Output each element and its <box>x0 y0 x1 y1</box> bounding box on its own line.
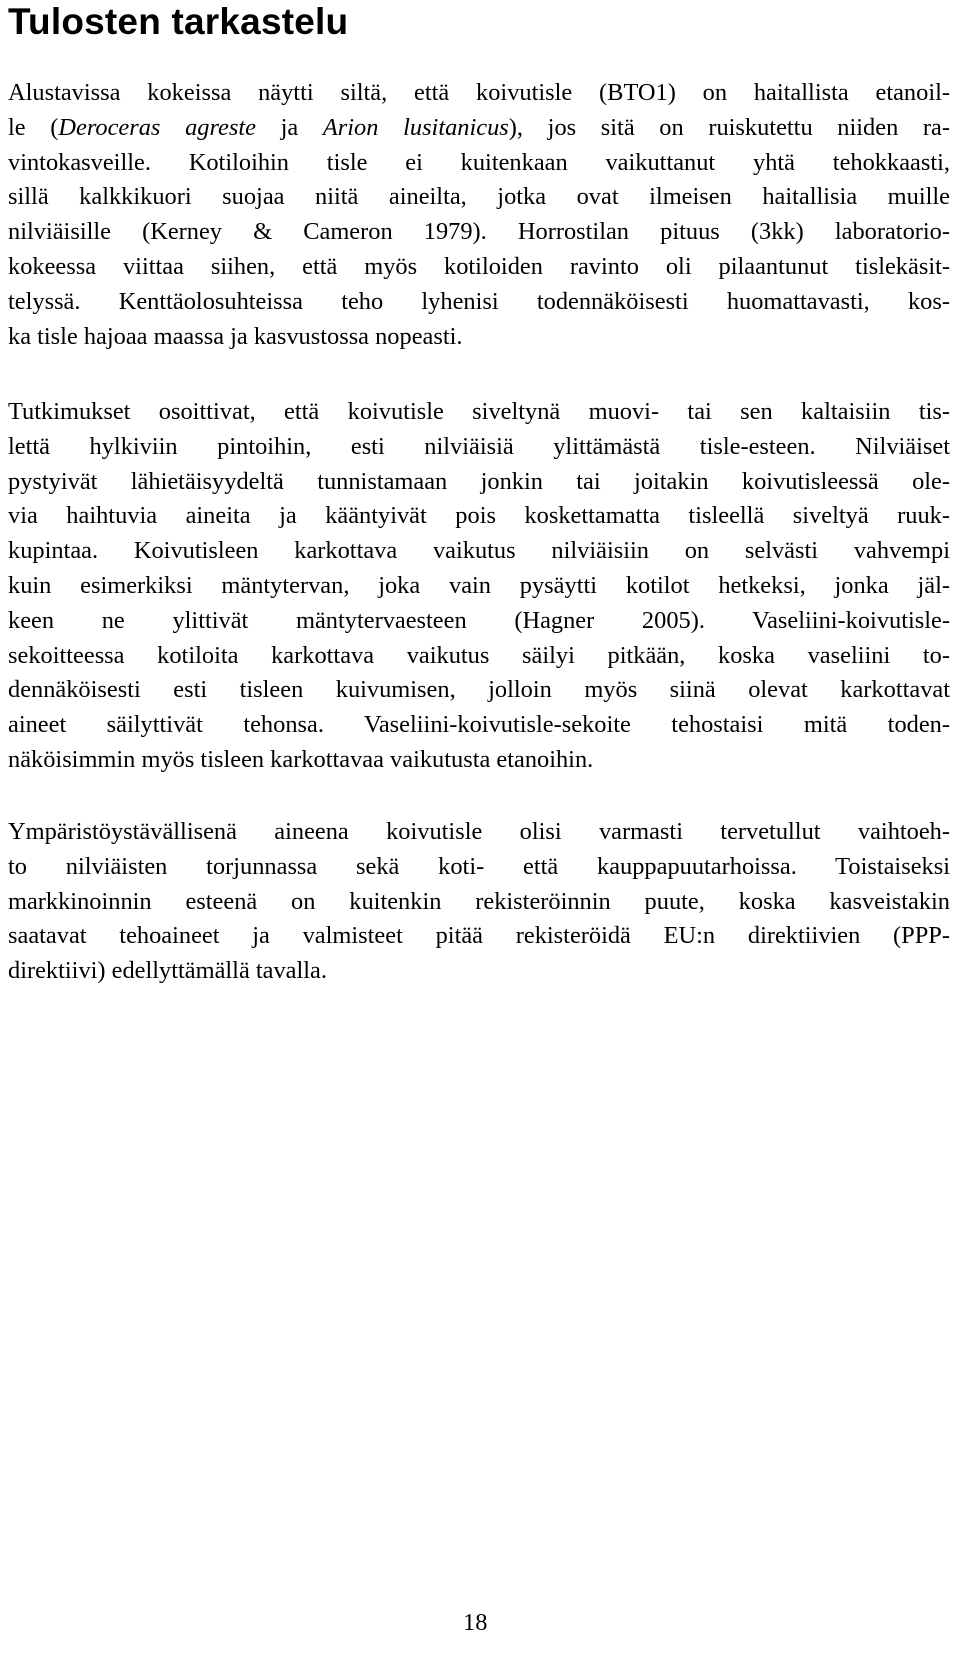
text-line: saatavat tehoaineet ja valmisteet pitää rekisteröidä EU:n direktiivien (PPP- <box>8 922 950 950</box>
text-line: kupintaa. Koivutisleen karkottava vaikutus nilviäisiin on selvästi vahvempi <box>8 537 950 565</box>
paragraph-3 <box>8 815 950 989</box>
text-line: kuin esimerkiksi mäntytervan, joka vain pysäytti kotilot hetkeksi, jonka jäl- <box>8 571 950 599</box>
text-line: direktiivi) edellyttämällä tavalla. <box>8 957 327 985</box>
text-line: Alustavissa kokeissa näytti siltä, että koivutisle (BTO1) on haitallista etanoil- <box>8 79 950 106</box>
section-heading: Tulosten tarkastelu <box>8 1 349 42</box>
text-line: kokeessa viittaa siihen, että myös kotiloiden ravinto oli pilaantunut tislekäsit- <box>8 252 950 280</box>
text-line: sekoitteessa kotiloita karkottava vaikutus säilyi pitkään, koska vaseliini to- <box>8 641 950 669</box>
text-line: markkinoinnin esteenä on kuitenkin rekisteröinnin puute, koska kasveistakin <box>8 887 950 915</box>
text-line: dennäköisesti esti tisleen kuivumisen, jolloin myös siinä olevat karkottavat <box>8 676 950 704</box>
text-line: telyssä. Kenttäolosuhteissa teho lyhenisi todennäköisesti huomattavasti, kos- <box>8 287 950 315</box>
paragraph-2 <box>8 395 950 778</box>
text-line: vintokasveille. Kotiloihin tisle ei kuitenkaan vaikuttanut yhtä tehokkaasti, <box>8 148 950 176</box>
species-name-arion: Arion lusitanicus <box>322 113 509 141</box>
text-line: keen ne ylittivät mäntytervaesteen (Hagner 2005). Vaseliini-koivutisle- <box>8 606 950 634</box>
text-line: lettä hylkiviin pintoihin, esti nilviäisiä ylittämästä tisle-esteen. Nilviäiset <box>8 432 950 460</box>
page-number: 18 <box>463 1609 488 1636</box>
paragraph-1 <box>8 76 950 354</box>
text-line: via haihtuvia aineita ja kääntyivät pois koskettamatta tisleellä siveltyä ruuk- <box>8 502 950 530</box>
text-line: näköisimmin myös tisleen karkottavaa vaikutusta etanoihin. <box>8 745 594 773</box>
text-fragment: ), jos sitä on ruiskutettu niiden ra- <box>508 113 950 141</box>
text-line: aineet säilyttivät tehonsa. Vaseliini-koivutisle-sekoite tehostaisi mitä toden- <box>8 711 950 739</box>
text-line: ka tisle hajoaa maassa ja kasvustossa nopeasti. <box>8 322 463 350</box>
text-line: Tutkimukset osoittivat, että koivutisle siveltynä muovi- tai sen kaltaisiin tis- <box>8 398 950 425</box>
text-line: pystyivät lähietäisyydeltä tunnistamaan jonkin tai joitakin koivutisleessä ole- <box>8 467 950 495</box>
species-name-deroceras: Deroceras agreste <box>58 113 256 141</box>
text-fragment: le ( <box>8 113 59 141</box>
text-line <box>8 111 950 146</box>
text-line: nilviäisille (Kerney & Cameron 1979). Horrostilan pituus (3kk) laboratorio- <box>8 218 950 246</box>
text-fragment: ja <box>255 113 323 141</box>
text-line: Ympäristöystävällisenä aineena koivutisle olisi varmasti tervetullut vaihtoeh- <box>8 818 950 845</box>
text-line: to nilviäisten torjunnassa sekä koti- että kauppapuutarhoissa. Toistaiseksi <box>8 852 950 880</box>
text-line: sillä kalkkikuori suojaa niitä aineilta, jotka ovat ilmeisen haitallisia muille <box>8 183 950 211</box>
